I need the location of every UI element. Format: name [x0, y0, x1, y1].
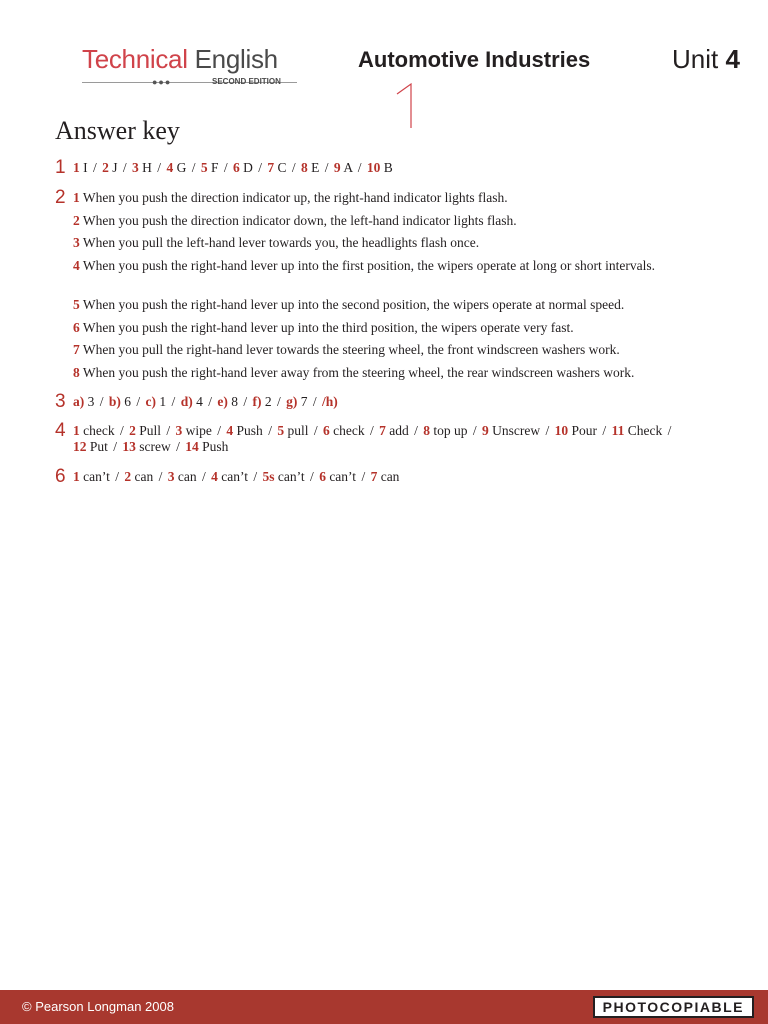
item-number: 8 — [73, 365, 80, 380]
answer-value: can — [134, 469, 154, 484]
answer-number: 10 — [366, 160, 381, 175]
answer-value: can — [177, 469, 197, 484]
answer-number: 13 — [122, 439, 136, 454]
answer-item — [73, 258, 684, 274]
answer-value: I — [83, 160, 88, 175]
answer-item — [73, 342, 733, 358]
answer-number: 6 — [322, 423, 330, 438]
answer-value: Check — [627, 423, 663, 438]
answer-line — [73, 439, 228, 455]
answer-number: 10 — [554, 423, 569, 438]
logo-wordmark — [82, 44, 278, 74]
separator: / — [268, 423, 272, 438]
answer-number: 12 — [73, 439, 87, 454]
separator: / — [119, 423, 124, 438]
answer-value: can’t — [329, 469, 357, 484]
answer-value: check — [333, 423, 365, 438]
answer-value: can — [380, 469, 400, 484]
answer-value: F — [210, 160, 219, 175]
separator: / — [115, 469, 120, 484]
item-text: When you push the direction indicator up, the right-hand indicator lights flash. — [82, 190, 508, 205]
logo-word-english: English — [194, 44, 278, 74]
answer-line — [73, 423, 673, 439]
separator: / — [667, 423, 672, 438]
item-number: 2 — [73, 213, 80, 228]
answer-number: 4 — [166, 160, 174, 175]
separator: / — [191, 160, 196, 175]
separator: / — [113, 439, 118, 454]
separator: / — [99, 394, 104, 409]
answer-value: Pull — [139, 423, 162, 438]
answer-value: can’t — [221, 469, 249, 484]
answer-item — [73, 235, 733, 251]
answer-number: e) — [217, 394, 228, 409]
answer-number: 11 — [611, 423, 625, 438]
answer-item — [73, 297, 733, 313]
separator: / — [208, 394, 212, 409]
answer-number: 6 — [319, 469, 326, 484]
answer-value: Push — [236, 423, 263, 438]
item-number: 7 — [73, 342, 80, 357]
separator: / — [276, 394, 281, 409]
answer-number: g) — [286, 394, 298, 409]
answer-number: 1 — [73, 469, 80, 484]
separator: / — [158, 469, 163, 484]
answer-number: 1 — [73, 423, 80, 438]
item-text: When you push the right-hand lever up into the third position, the wipers operate very fast. — [82, 320, 574, 335]
answer-value: Pour — [571, 423, 598, 438]
answer-value: add — [389, 423, 409, 438]
answer-number: 8 — [301, 160, 308, 175]
answer-value: E — [311, 160, 320, 175]
answer-number: 7 — [267, 160, 275, 175]
answer-number: 3 — [175, 423, 183, 438]
answer-number: f) — [252, 394, 262, 409]
unit-number: 4 — [725, 44, 740, 74]
answer-value: can’t — [83, 469, 110, 484]
question-number: 3 — [55, 391, 66, 412]
answer-line — [73, 469, 399, 485]
answer-value: J — [112, 160, 118, 175]
separator: / — [472, 423, 477, 438]
answer-number: 14 — [185, 439, 199, 454]
separator: / — [253, 469, 258, 484]
answer-number: b) — [108, 394, 121, 409]
answer-number: 5 — [200, 160, 208, 175]
answer-item — [73, 190, 733, 206]
separator: / — [157, 160, 162, 175]
answer-line — [73, 160, 393, 176]
answer-number: 7 — [370, 469, 378, 484]
separator: / — [312, 394, 317, 409]
separator: / — [414, 423, 418, 438]
answer-number: 2 — [102, 160, 109, 175]
answer-value: H — [142, 160, 152, 175]
answer-value: C — [277, 160, 287, 175]
separator: / — [291, 160, 296, 175]
separator: / — [310, 469, 314, 484]
separator: / — [202, 469, 206, 484]
answer-value: Put — [89, 439, 108, 454]
item-number: 5 — [73, 297, 80, 312]
separator: / — [313, 423, 318, 438]
item-text: When you push the right-hand lever away from the steering wheel, the rear windscreen washers work. — [82, 365, 635, 380]
page-title: Answer key — [55, 116, 180, 145]
answer-value: 4 — [196, 394, 203, 409]
item-text: When you push the direction indicator down, the left-hand indicator lights flash. — [82, 213, 517, 228]
answer-number: 4 — [211, 469, 218, 484]
answer-number: 2 — [129, 423, 136, 438]
separator: / — [369, 423, 374, 438]
answer-number: /h) — [322, 394, 338, 409]
answer-value: G — [176, 160, 187, 175]
separator: / — [122, 160, 127, 175]
answer-number: 6 — [232, 160, 240, 175]
answer-value: Push — [202, 439, 229, 454]
answer-value: 7 — [300, 394, 308, 409]
answer-value: Unscrew — [492, 423, 541, 438]
separator: / — [171, 394, 176, 409]
answer-value: top up — [433, 423, 468, 438]
question-number: 1 — [55, 157, 66, 178]
answer-number: 4 — [226, 423, 234, 438]
separator: / — [545, 423, 550, 438]
item-text: When you pull the left-hand lever towards you, the headlights flash once. — [82, 235, 480, 250]
separator: / — [223, 160, 228, 175]
separator: / — [136, 394, 141, 409]
answer-item — [73, 320, 733, 336]
answer-number: 7 — [379, 423, 386, 438]
answer-number: 9 — [482, 423, 489, 438]
answer-number: 5 — [277, 423, 285, 438]
header-title: Automotive Industries — [358, 47, 591, 72]
separator: / — [324, 160, 329, 175]
answer-number: a) — [73, 394, 85, 409]
item-number: 1 — [73, 190, 80, 205]
logo-dots-icon: ●●● — [152, 77, 172, 87]
separator: / — [361, 469, 366, 484]
answer-number: 2 — [124, 469, 132, 484]
answer-value: 2 — [264, 394, 272, 409]
separator: / — [176, 439, 180, 454]
logo-word-technical: Technical — [82, 44, 188, 74]
item-number: 4 — [73, 258, 80, 273]
question-number: 2 — [55, 187, 66, 208]
answer-value: 8 — [231, 394, 238, 409]
copyright: © Pearson Longman 2008 — [22, 999, 174, 1014]
question-number: 4 — [55, 420, 66, 441]
answer-value: B — [383, 160, 393, 175]
separator: / — [217, 423, 222, 438]
separator: / — [243, 394, 248, 409]
photocopiable-badge: PHOTOCOPIABLE — [593, 996, 754, 1018]
item-number: 6 — [73, 320, 80, 335]
answer-value: 1 — [159, 394, 167, 409]
separator: / — [93, 160, 97, 175]
item-text: When you push the right-hand lever up into the first position, the wipers operate at long or short intervals. — [82, 258, 656, 273]
answer-number: 9 — [333, 160, 341, 175]
answer-value: check — [83, 423, 115, 438]
item-text: When you pull the right-hand lever towards the steering wheel, the front windscreen washers work. — [82, 342, 620, 357]
answer-number: 3 — [132, 160, 139, 175]
answer-value: D — [243, 160, 253, 175]
logo-numeral-one-icon — [395, 82, 415, 130]
answer-number: d) — [180, 394, 193, 409]
separator: / — [602, 423, 607, 438]
answer-item — [73, 365, 733, 381]
answer-value: 6 — [124, 394, 132, 409]
separator: / — [357, 160, 362, 175]
separator: / — [258, 160, 262, 175]
footer-bar — [0, 990, 768, 1024]
header-unit — [672, 44, 740, 75]
item-number: 3 — [73, 235, 80, 250]
answer-value: 3 — [87, 394, 95, 409]
logo-edition: SECOND EDITION — [212, 77, 281, 86]
technical-english-logo — [82, 44, 281, 87]
answer-number: 1 — [73, 160, 80, 175]
answer-number: 5s — [262, 469, 275, 484]
answer-item — [73, 213, 733, 229]
answer-number: c) — [145, 394, 157, 409]
unit-label: Unit — [672, 44, 719, 74]
answer-value: A — [343, 160, 353, 175]
question-number: 6 — [55, 466, 66, 487]
answer-value: pull — [287, 423, 309, 438]
answer-value: wipe — [185, 423, 212, 438]
answer-line — [73, 394, 338, 410]
answer-number: 3 — [167, 469, 175, 484]
item-text: When you push the right-hand lever up into the second position, the wipers operate at normal speed. — [82, 297, 625, 312]
separator: / — [166, 423, 171, 438]
answer-number: 8 — [423, 423, 430, 438]
answer-value: screw — [139, 439, 171, 454]
answer-value: can’t — [277, 469, 305, 484]
